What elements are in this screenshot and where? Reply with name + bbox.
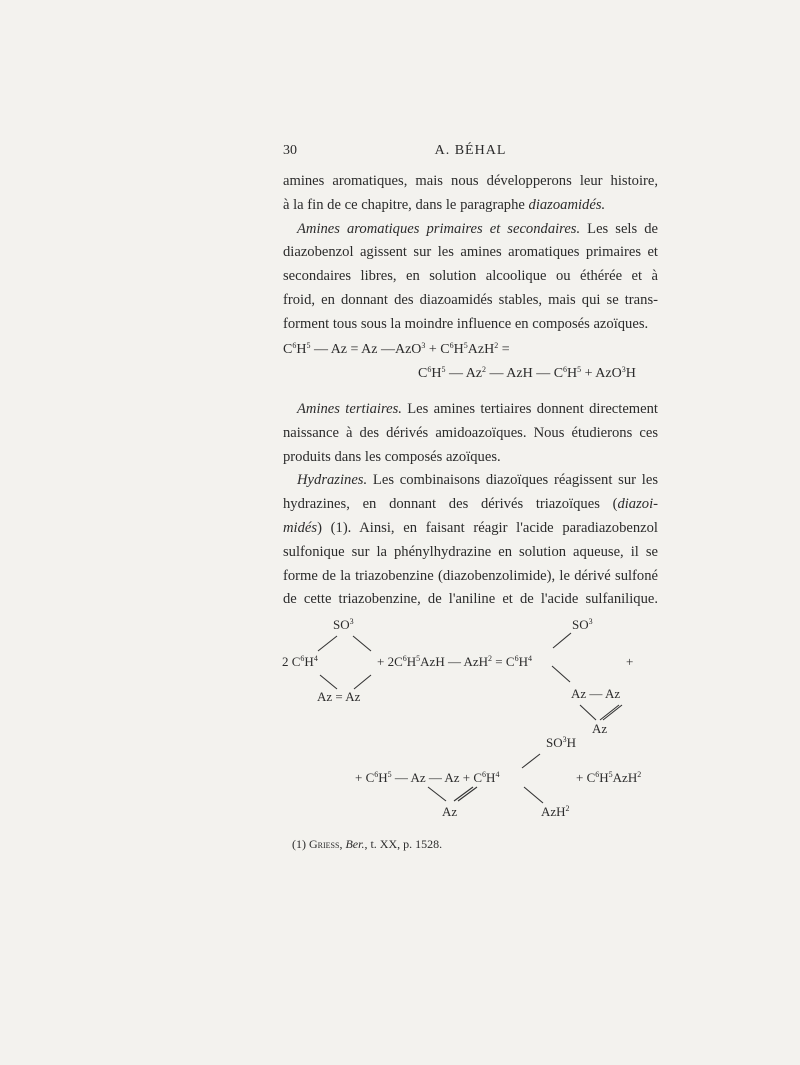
text-line: forment tous sous la moindre influence en composés azoïques. bbox=[283, 315, 649, 332]
az-bottom: Az bbox=[442, 804, 458, 819]
text-span: Les amines tertiaires donnent directement bbox=[401, 401, 658, 417]
section-title: Amines tertiaires. bbox=[297, 401, 402, 417]
az-az-right: Az — Az bbox=[571, 686, 621, 701]
equation-line-1: $C^6H^5$ — Az = Az —AzO$^3$ + $C^6H^5AzH^2$ = bbox=[283, 341, 510, 357]
text-line: froid, en donnant des diazoamidés stables, mais qui se trans- bbox=[283, 291, 658, 308]
text-span: Les sels de bbox=[580, 220, 658, 237]
plus-sign: + bbox=[626, 654, 634, 669]
text-line: midés) (1). Ainsi, en faisant réagir l'acide paradiazobenzol bbox=[283, 519, 658, 536]
footnote: (1) Griess, Ber., t. XX, p. 1528. bbox=[292, 837, 443, 851]
text-line: amines aromatiques, mais nous développerons leur histoire, bbox=[283, 173, 658, 189]
running-title: A. BÉHAL bbox=[434, 143, 507, 158]
azh2-group: AzH$^2$ bbox=[541, 804, 570, 819]
left-reagent: 2 $C^6H^4$ bbox=[282, 654, 318, 669]
italic-term: diazoamidés. bbox=[528, 196, 606, 213]
text-line: sulfonique sur la phénylhydrazine en solution aqueuse, il se bbox=[283, 543, 658, 560]
section-title: Amines aromatiques primaires et secondaires. bbox=[297, 220, 581, 237]
text-line: naissance à des dérivés amidoazoïques. Nous étudierons ces bbox=[283, 424, 658, 441]
section-title: Hydrazines. bbox=[297, 472, 368, 489]
azo-bridge-left: Az = Az bbox=[317, 689, 361, 704]
aniline-term: + $C^6H^5AzH^2$ bbox=[576, 770, 642, 785]
text-line: diazobenzol agissent sur les amines aromatiques primaires et bbox=[283, 244, 658, 261]
equation-line-2: $C^6H^5$ — Az$^2$ — AzH — $C^6H^5 + AzO^3H$ bbox=[418, 365, 636, 381]
text-line: hydrazines, en donnant des dérivés triazoïques (diazoi- bbox=[283, 496, 658, 513]
text-line: produits dans les composés azoïques. bbox=[283, 448, 501, 465]
text-span: Les combinaisons diazoïques réagissent sur les bbox=[367, 472, 658, 489]
page-number: 30 bbox=[283, 143, 297, 158]
triazobenzine-term: + $C^6H^5$ — Az — $Az + C^6H^4$ bbox=[355, 770, 500, 785]
phenylhydrazine-term: + $2C^6H^5AzH$ — $AzH^2 = C^6H^4$ bbox=[377, 654, 532, 669]
text-line: de cette triazobenzine, de l'aniline et de l'acide sulfanilique. bbox=[283, 591, 658, 608]
so3-left: $SO^3$ bbox=[333, 617, 354, 632]
az-right-bottom: Az bbox=[592, 721, 608, 736]
text-line: secondaires libres, en solution alcoolique ou éthérée et à bbox=[283, 268, 658, 285]
so3h-group: $SO^3H$ bbox=[546, 735, 577, 750]
so3-right: $SO^3$ bbox=[572, 617, 593, 632]
text-line: forme de la triazobenzine (diazobenzolimide), le dérivé sulfoné bbox=[283, 567, 658, 584]
text-span: à la fin de ce chapitre, dans le paragraphe bbox=[283, 196, 529, 213]
